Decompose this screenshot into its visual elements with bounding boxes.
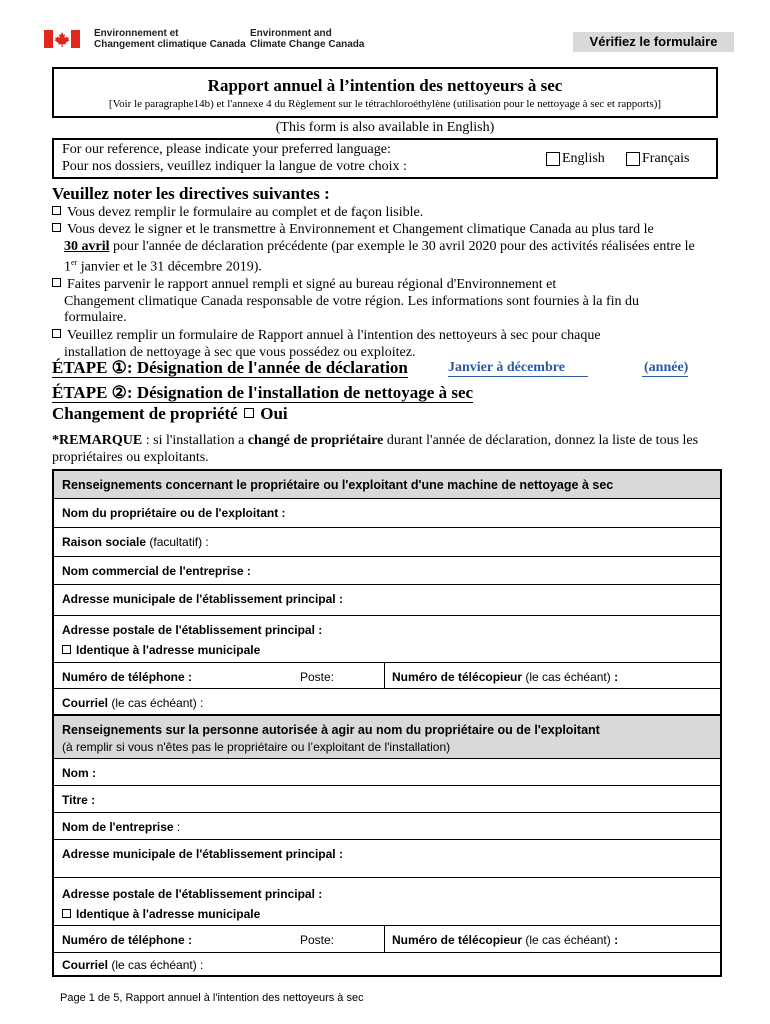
trade-name-field[interactable]: Nom commercial de l'entreprise : bbox=[54, 557, 720, 585]
form-subtitle: [Voir le paragraphe14b) et l'annexe 4 du Règlement sur le tétrachloroéthylène (utilisation pour le nettoyage à sec et rapports)] bbox=[108, 98, 662, 110]
bullet-box-icon bbox=[52, 223, 61, 232]
step-1-heading: ÉTAPE ①: Désignation de l'année de déclaration Janvier à décembre (année) bbox=[52, 358, 689, 377]
ownership-note: *REMARQUE : si l'installation a changé de propriétaire durant l'année de déclaration, donnez la liste de tous les propriétaires ou exploitants. bbox=[52, 433, 699, 465]
agent-fax-field[interactable]: Numéro de télécopieur (le cas échéant) : bbox=[392, 933, 619, 947]
directive-4: Veuillez remplir un formulaire de Rapport annuel à l'intention des nettoyeurs à sec pour chaque installation de nettoyage à sec que vous possédez ou exploitez. bbox=[52, 328, 722, 361]
agent-section-header: Renseignements sur la personne autorisée à agir au nom du propriétaire ou de l'exploitant (à remplir si vous n'êtes pas le propriétaire ou l’exploitant de l'installation) bbox=[54, 716, 720, 759]
directives-heading: Veuillez noter les directives suivantes : bbox=[52, 184, 330, 203]
owner-same-address-checkbox[interactable] bbox=[62, 645, 71, 654]
directive-1: Vous devez remplir le formulaire au complet et de façon lisible. bbox=[52, 205, 722, 222]
page-footer: Page 1 de 5, Rapport annuel à l'intention des nettoyeurs à sec bbox=[60, 992, 364, 1004]
reporting-period-field[interactable]: Janvier à décembre bbox=[448, 360, 588, 377]
owner-civic-address-field[interactable]: Adresse municipale de l'établissement principal : bbox=[54, 585, 720, 616]
step-2-heading: ÉTAPE ②: Désignation de l'installation de nettoyage à sec bbox=[52, 383, 474, 402]
owner-name-field[interactable]: Nom du propriétaire ou de l'exploitant : bbox=[54, 499, 720, 528]
agent-phone-field[interactable]: Numéro de téléphone : bbox=[62, 933, 193, 947]
english-checkbox[interactable] bbox=[546, 152, 560, 166]
directive-3: Faites parvenir le rapport annuel rempli et signé au bureau régional d'Environnement et Changement climatique Canada responsable de votre région. Les informations sont fournies à la fin du formulaire. bbox=[52, 277, 722, 327]
language-prompt-fr: Pour nos dossiers, veuillez indiquer la langue de votre choix : bbox=[62, 159, 407, 174]
owner-ext-field[interactable]: Poste: bbox=[300, 670, 335, 684]
canada-flag-icon bbox=[44, 30, 80, 48]
owner-info-table bbox=[52, 469, 722, 977]
agent-name-field[interactable]: Nom : bbox=[54, 759, 720, 786]
dept-name-fr: Environnement et Changement climatique Canada bbox=[94, 28, 246, 50]
language-option-french[interactable]: Français bbox=[626, 151, 689, 167]
english-availability-note: (This form is also available in English) bbox=[275, 120, 495, 135]
bullet-box-icon bbox=[52, 329, 61, 338]
agent-civic-address-field[interactable]: Adresse municipale de l'établissement principal : bbox=[54, 840, 720, 878]
language-prompt-en: For our reference, please indicate your preferred language: bbox=[62, 142, 391, 157]
agent-ext-field[interactable]: Poste: bbox=[300, 933, 335, 947]
ownership-change-row: Changement de propriété Oui bbox=[52, 404, 288, 423]
bullet-box-icon bbox=[52, 278, 61, 287]
agent-title-field[interactable]: Titre : bbox=[54, 786, 720, 813]
verify-form-button[interactable]: Vérifiez le formulaire bbox=[573, 32, 734, 52]
reporting-year-field[interactable]: (année) bbox=[644, 360, 689, 375]
french-checkbox[interactable] bbox=[626, 152, 640, 166]
agent-same-address-checkbox[interactable] bbox=[62, 909, 71, 918]
owner-section-header: Renseignements concernant le propriétaire ou l'exploitant d'une machine de nettoyage à sec bbox=[54, 471, 720, 499]
agent-phone-row bbox=[54, 926, 720, 953]
legal-name-field[interactable]: Raison sociale (facultatif) : bbox=[54, 528, 720, 557]
owner-phone-field[interactable]: Numéro de téléphone : bbox=[62, 670, 193, 684]
owner-postal-address-field[interactable]: Adresse postale de l'établissement principal : Identique à l'adresse municipale bbox=[54, 616, 720, 663]
dept-name-en: Environment and Climate Change Canada bbox=[250, 28, 365, 50]
owner-phone-row bbox=[54, 663, 720, 689]
page-header bbox=[44, 28, 734, 52]
owner-fax-field[interactable]: Numéro de télécopieur (le cas échéant) : bbox=[392, 670, 619, 684]
form-title-box bbox=[52, 67, 718, 118]
directive-2: Vous devez le signer et le transmettre à Environnement et Changement climatique Canada au plus tard le 30 avril pour l'année de déclaration précédente (par exemple le 30 avril 2020 pour des activités réalisées entre le 1er janvier et le 31 décembre 2019). bbox=[52, 222, 722, 276]
owner-email-field[interactable]: Courriel (le cas échéant) : bbox=[54, 689, 720, 716]
bullet-box-icon bbox=[52, 206, 61, 215]
agent-company-field[interactable]: Nom de l'entreprise : bbox=[54, 813, 720, 840]
agent-email-field[interactable]: Courriel (le cas échéant) : bbox=[62, 958, 204, 972]
language-preference-box bbox=[52, 138, 718, 179]
language-option-english[interactable]: English bbox=[546, 151, 605, 167]
form-title: Rapport annuel à l’intention des nettoyeurs à sec bbox=[207, 76, 563, 95]
ownership-change-checkbox[interactable] bbox=[244, 408, 254, 418]
agent-postal-address-field[interactable]: Adresse postale de l'établissement principal : Identique à l'adresse municipale bbox=[54, 878, 720, 926]
